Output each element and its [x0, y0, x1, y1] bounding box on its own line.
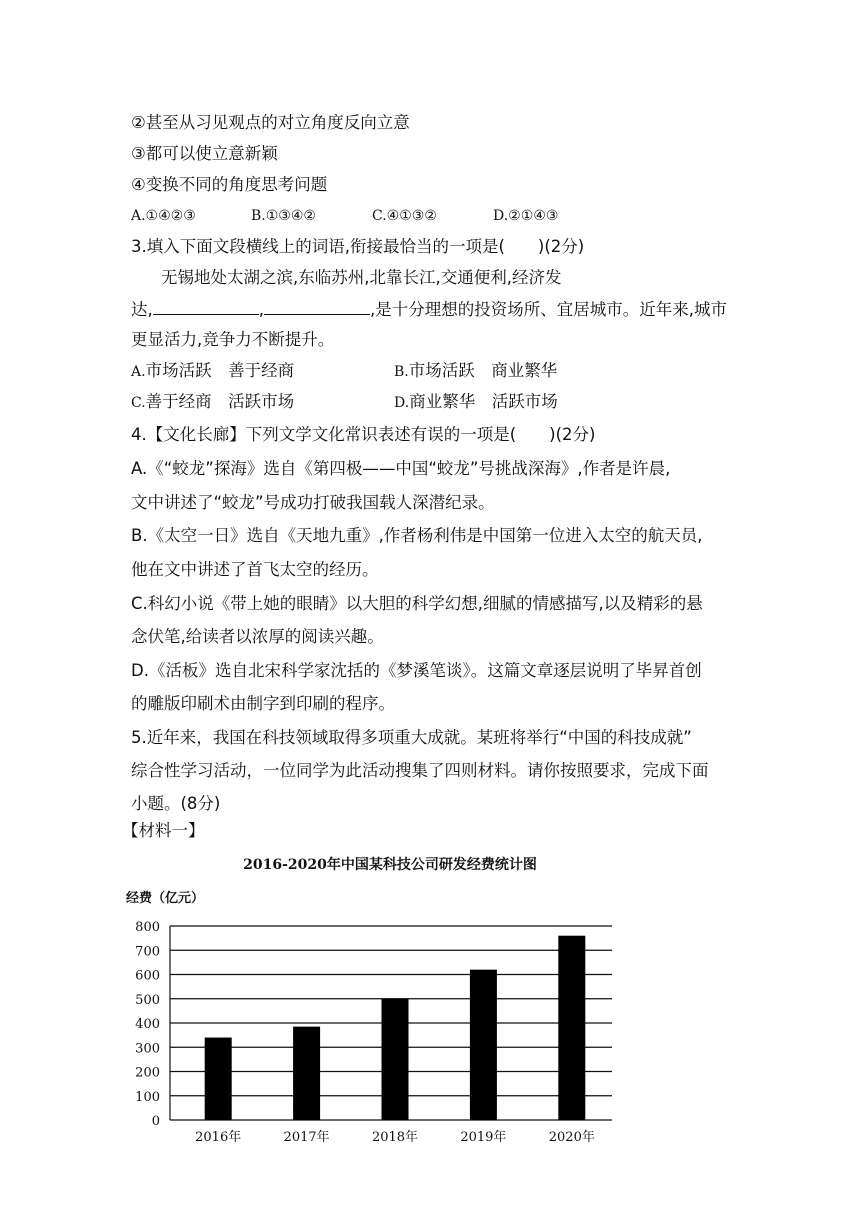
- q5-stem-line-2: 综合性学习活动，一位同学为此活动搜集了四则材料。请你按照要求，完成下面: [131, 761, 709, 780]
- q4-option-b-line-1: B.《太空一日》选自《天地九重》,作者杨利伟是中国第一位进入太空的航天员,: [131, 526, 703, 545]
- option-line-2: ②甚至从习见观点的对立角度反向立意: [131, 113, 410, 132]
- y-tick-label: 300: [135, 1041, 160, 1057]
- q3-passage-text: 达,: [131, 300, 153, 319]
- y-tick-label: 600: [135, 968, 160, 984]
- q3-passage-line-3: 更显活力,竞争力不断提升。: [131, 330, 335, 349]
- option-line-3: ③都可以使立意新颖: [131, 144, 278, 163]
- y-tick-label: 400: [135, 1017, 160, 1032]
- q2-choice-d: D.②①④③: [493, 208, 559, 224]
- x-tick-label: 2016年: [195, 1130, 242, 1145]
- y-tick-label: 200: [135, 1065, 160, 1081]
- x-tick-label: 2018年: [371, 1130, 419, 1145]
- bar-2016年: [205, 1038, 232, 1120]
- y-tick-label: 0: [151, 1114, 160, 1129]
- bar-2018年: [382, 999, 409, 1120]
- x-tick-label: 2020年: [548, 1130, 595, 1145]
- y-tick-label: 700: [135, 944, 160, 960]
- q2-choice-a: A.①④②③: [131, 208, 196, 224]
- bar-2019年: [470, 970, 497, 1120]
- x-tick-label: 2017年: [283, 1130, 330, 1145]
- chart-title: 2016-2020年中国某科技公司研发经费统计图: [243, 857, 537, 873]
- q4-option-a-line-2: 文中讲述了“蛟龙”号成功打破我国载人深潜纪录。: [131, 493, 495, 512]
- y-tick-label: 800: [135, 920, 160, 935]
- y-tick-label: 500: [135, 992, 160, 1008]
- q4-option-d-line-2: 的雕版印刷术由制字到印刷的程序。: [131, 694, 395, 713]
- q4-option-c-line-2: 念伏笔,给读者以浓厚的阅读兴趣。: [131, 627, 384, 646]
- q3-option-b: B.市场活跃 商业繁华: [394, 361, 558, 380]
- q4-option-c-line-1: C.科幻小说《带上她的眼睛》以大胆的科学幻想,细腻的情感描写,以及精彩的悬: [131, 594, 703, 613]
- q3-passage-text-rest: ,是十分理想的投资场所、宜居城市。近年来,城市: [370, 300, 727, 319]
- q3-passage-comma: ,: [258, 300, 264, 319]
- q2-choice-b: B.①③④②: [251, 208, 316, 224]
- q3-stem: 3.填入下面文段横线上的词语,衔接最恰当的一项是( )(2分): [131, 237, 585, 256]
- option-line-4: ④变换不同的角度思考问题: [131, 175, 328, 194]
- q3-passage-line-1: 无锡地处太湖之滨,东临苏州,北靠长江,交通便利,经济发: [161, 268, 562, 287]
- y-tick-label: 100: [135, 1089, 160, 1105]
- q4-option-d-line-1: D.《活板》选自北宋科学家沈括的《梦溪笔谈》。这篇文章逐层说明了毕昇首创: [131, 661, 702, 680]
- material-1-heading: 【材料一】: [122, 821, 205, 840]
- q3-option-a: A.市场活跃 善于经商: [131, 361, 295, 380]
- q5-stem-line-3: 小题。(8分): [131, 794, 221, 813]
- bar-2020年: [558, 936, 585, 1120]
- q2-choice-c: C.④①③②: [372, 208, 437, 224]
- bar-2017年: [293, 1027, 320, 1120]
- x-tick-label: 2019年: [460, 1130, 507, 1145]
- q3-option-c: C.善于经商 活跃市场: [131, 392, 295, 411]
- q4-option-b-line-2: 他在文中讲述了首飞太空的经历。: [131, 560, 379, 579]
- q4-stem: 4.【文化长廊】下列文学文化常识表述有误的一项是( )(2分): [131, 425, 596, 444]
- chart-y-axis-label: 经费（亿元）: [126, 891, 205, 906]
- q4-option-a-line-1: A.《“蛟龙”探海》选自《第四极——中国“蛟龙”号挑战深海》,作者是许晨,: [131, 459, 671, 478]
- q5-stem-line-1: 5.近年来，我国在科技领域取得多项重大成就。某班将举行“中国的科技成就”: [131, 728, 692, 747]
- q3-option-d: D.商业繁华 活跃市场: [394, 392, 558, 411]
